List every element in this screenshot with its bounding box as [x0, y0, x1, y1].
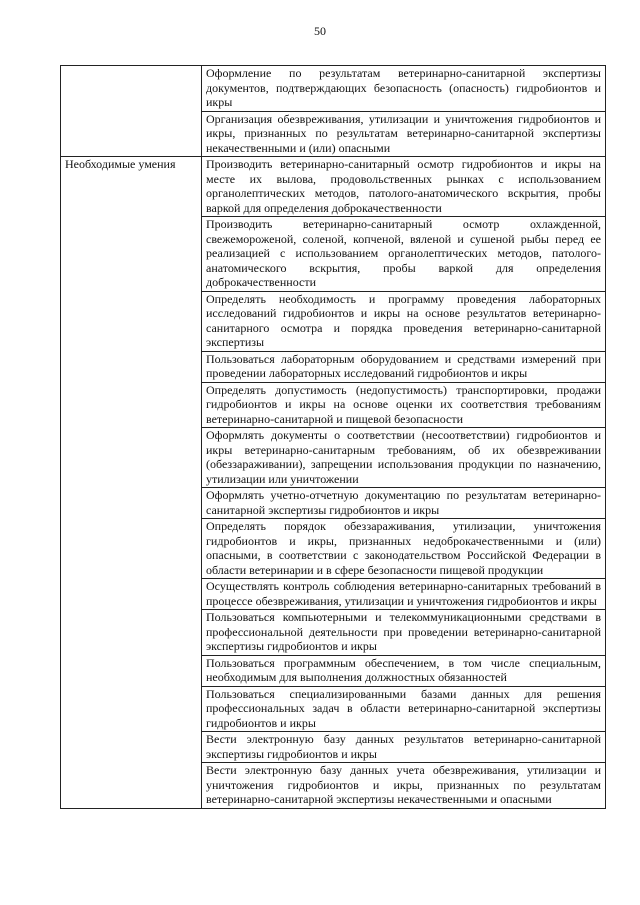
table-row [61, 157, 606, 217]
table-cell-text: Определять допустимость (недопустимость) транспортировки, продажи гидробионтов и икры на основе оценки их соответствия требованиям ветеринарно-санитарной и пищевой безопасности [202, 382, 606, 428]
table-cell-text: Определять порядок обеззараживания, утилизации, уничтожения гидробионтов и икры, признанных недоброкачественными и (или) опасными, в соответствии с законодательством Российской Федерации в области ветеринарии и в сфере безопасности пищевой продукции [202, 519, 606, 579]
table-cell-text: Вести электронную базу данных результатов ветеринарно-санитарной экспертизы гидробионтов и икры [202, 732, 606, 763]
table-cell-text: Оформление по результатам ветеринарно-санитарной экспертизы документов, подтверждающих безопасность (опасность) гидробионтов и икры [202, 66, 606, 112]
table-cell-text: Пользоваться лабораторным оборудованием и средствами измерений при проведении лабораторных исследований гидробионтов и икры [202, 351, 606, 382]
table-cell-text: Определять необходимость и программу проведения лабораторных исследований гидробионтов и икры на основе результатов ветеринарно-санитарного осмотра и порядка проведения ветеринарно-санитарной экспертизы [202, 291, 606, 351]
table-cell-text: Производить ветеринарно-санитарный осмотр гидробионтов и икры на месте их вылова, продовольственных рынках с использованием органолептических методов, патолого-анатомического вскрытия, пробы варкой для определения доброкачественности [202, 157, 606, 217]
table-cell-text: Организация обезвреживания, утилизации и уничтожения гидробионтов и икры, признанных по результатам ветеринарно-санитарной экспертизы некачественными и (или) опасными [202, 111, 606, 157]
table-cell-text: Производить ветеринарно-санитарный осмотр охлажденной, свежемороженой, соленой, копченой, вяленой и сушеной рыбы перед ее реализацией с использованием органолептических методов, патолого-анатомического вскрытия, пробы варкой для определения доброкачественности [202, 217, 606, 292]
requirements-table [60, 65, 606, 809]
page-number: 50 [314, 24, 326, 38]
table-cell-text: Оформлять документы о соответствии (несоответствии) гидробионтов и икры ветеринарно-санитарным требованиям, об их обезвреживании (обеззараживании), запрещении использования продукции по назначению, утилизации или уничтожении [202, 428, 606, 488]
table-cell-text: Пользоваться программным обеспечением, в том числе специальным, необходимым для выполнения должностных обязанностей [202, 655, 606, 686]
row-label-cell [61, 66, 202, 157]
table-cell-text: Вести электронную базу данных учета обезвреживания, утилизации и уничтожения гидробионтов и икры, признанных по результатам ветеринарно-санитарной экспертизы некачественными и опасными [202, 763, 606, 809]
table-cell-text: Оформлять учетно-отчетную документацию по результатам ветеринарно-санитарной экспертизы гидробионтов и икры [202, 488, 606, 519]
table-cell-text: Пользоваться компьютерными и телекоммуникационными средствами в профессиональной деятельности при проведении ветеринарно-санитарной экспертизы гидробионтов и икры [202, 610, 606, 656]
table-cell-text: Осуществлять контроль соблюдения ветеринарно-санитарных требований в процессе обезвреживания, утилизации и уничтожения гидробионтов и икры [202, 579, 606, 610]
table-cell-text: Пользоваться специализированными базами данных для решения профессиональных задач в области ветеринарно-санитарной экспертизы гидробионтов и икры [202, 686, 606, 732]
row-label-cell: Необходимые умения [61, 157, 202, 809]
table-row [61, 66, 606, 112]
